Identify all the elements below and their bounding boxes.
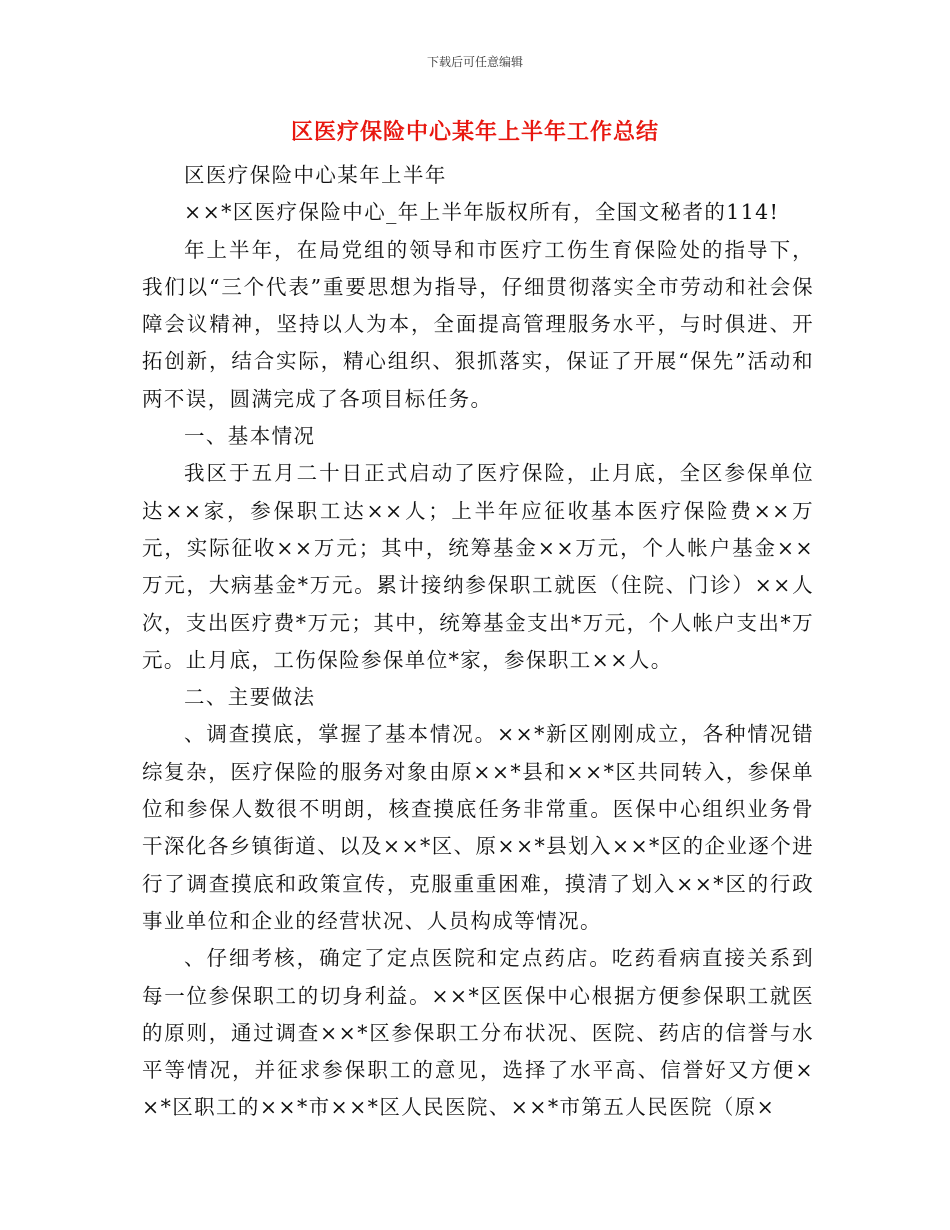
section-heading-basic: 一、基本情况 [184,424,316,449]
document-title: 区医疗保险中心某年上半年工作总结 [290,120,659,145]
paragraph-basic-situation: 我区于五月二十日正式启动了医疗保险，止月底，全区参保单位达××家，参保职工达××人；上半年应征收基本医疗保险费××万元，实际征收××万元；其中，统筹基金××万元，个人帐户基金××万元，大病基金*万元。累计接纳参保职工就医（住院、门诊）××人次，支出医疗费*万元；其中，统筹基金支出*万元，个人帐户支出*万元。止月底，工伤保险参保单位*家，参保职工××人。 [142,461,814,672]
paragraph-intro: 年上半年，在局党组的领导和市医疗工伤生育保险处的指导下，我们以“三个代表”重要思想为指导，仔细贯彻落实全市劳动和社会保障会议精神，坚持以人为本，全面提高管理服务水平，与时俱进、开拓创新，结合实际，精心组织、狠抓落实，保证了开展“保先”活动和两不误，圆满完成了各项目标任务。 [142,237,814,411]
paragraph-subtitle: 区医疗保险中心某年上半年 [184,163,447,187]
page-header-note: 下载后可任意编辑 [426,55,523,69]
paragraph-assessment: 、仔细考核，确定了定点医院和定点药店。吃药看病直接关系到每一位参保职工的切身利益。××*区医保中心根据方便参保职工就医的原则，通过调查××*区参保职工分布状况、医院、药店的信誉与水平等情况，并征求参保职工的意见，选择了水平高、信誉好又方便××*区职工的××*市××*区人民医院、××*市第五人民医院（原× [142,946,814,1120]
paragraph-copyright: ××*区医疗保险中心_年上半年版权所有，全国文秘者的114! [184,200,780,225]
paragraph-survey: 、调查摸底，掌握了基本情况。××*新区刚刚成立，各种情况错综复杂，医疗保险的服务对象由原××*县和××*区共同转入，参保单位和参保人数很不明朗，核查摸底任务非常重。医保中心组织业务骨干深化各乡镇街道、以及××*区、原××*县划入××*区的企业逐个进行了调查摸底和政策宣传，克服重重困难，摸清了划入××*区的行政事业单位和企业的经营状况、人员构成等情况。 [142,722,815,933]
document-body [142,157,814,1127]
section-heading-methods: 二、主要做法 [184,685,316,710]
